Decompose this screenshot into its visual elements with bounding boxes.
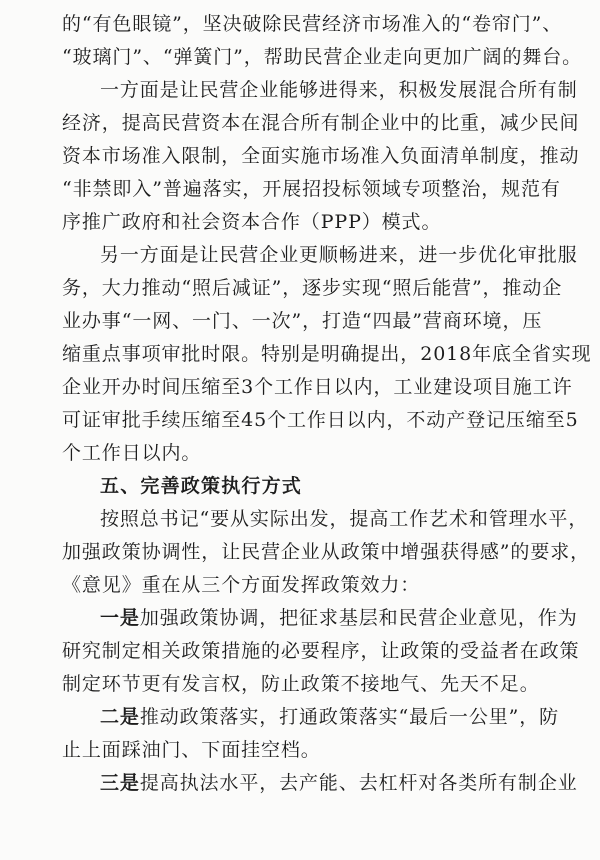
lead-term: 三是	[100, 772, 140, 794]
text-span: 加强政策协调，把征求基层和民营企业意见，作为	[139, 607, 578, 629]
text-line: 按照总书记“要从实际出发，提高工作艺术和管理水平，	[100, 508, 589, 530]
text-line: 可证审批手续压缩至45个工作日以内，不动产登记压缩至5	[62, 409, 579, 431]
text-line: 制定环节更有发言权，防止政策不接地气、先天不足。	[62, 673, 540, 695]
text-line: 资本市场准入限制，全面实施市场准入负面清单制度，推动	[62, 145, 580, 167]
text-line	[62, 767, 578, 800]
text-span: 提高执法水平，去产能、去杠杆对各类所有制企业	[139, 772, 578, 794]
text-line: 研究制定相关政策措施的必要程序，让政策的受益者在政策	[62, 640, 580, 662]
text-line: 止上面踩油门、下面挂空档。	[62, 739, 321, 761]
text-line: 缩重点事项审批时限。特别是明确提出，2018年底全省实现	[62, 343, 592, 365]
text-line: “非禁即入”普遍落实，开展招投标领域专项整治，规范有	[62, 178, 561, 200]
text-line: 企业开办时间压缩至3个工作日以内，工业建设项目施工许	[62, 376, 573, 398]
text-line: 序推广政府和社会资本合作（PPP）模式。	[62, 211, 442, 233]
text-line: “玻璃门”、“弹簧门”，帮助民营企业走向更加广阔的舞台。	[62, 46, 583, 68]
text-line: 业办事“一网、一门、一次”，打造“四最”营商环境，压	[62, 310, 543, 332]
text-line: 另一方面是让民营企业更顺畅进来，进一步优化审批服	[100, 244, 578, 266]
text-line: 务，大力推动“照后减证”，逐步实现“照后能营”，推动企	[62, 277, 563, 299]
text-line	[62, 602, 578, 635]
text-line: 个工作日以内。	[62, 442, 202, 464]
text-line: 加强政策协调性，让民营企业从政策中增强获得感”的要求，	[62, 541, 591, 563]
lead-term: 二是	[100, 706, 140, 728]
lead-term: 一是	[100, 607, 140, 629]
text-line	[62, 701, 560, 734]
text-line: 的“有色眼镜”，坚决破除民营经济市场准入的“卷帘门”、	[62, 13, 563, 35]
text-line: 经济，提高民营资本在混合所有制企业中的比重，减少民间	[62, 112, 580, 134]
text-span: 推动政策落实，打通政策落实“最后一公里”，防	[139, 706, 560, 728]
text-line: 《意见》重在从三个方面发挥政策效力：	[62, 574, 421, 596]
section-heading: 五、完善政策执行方式	[100, 475, 303, 497]
text-line: 一方面是让民营企业能够进得来，积极发展混合所有制	[100, 79, 578, 101]
